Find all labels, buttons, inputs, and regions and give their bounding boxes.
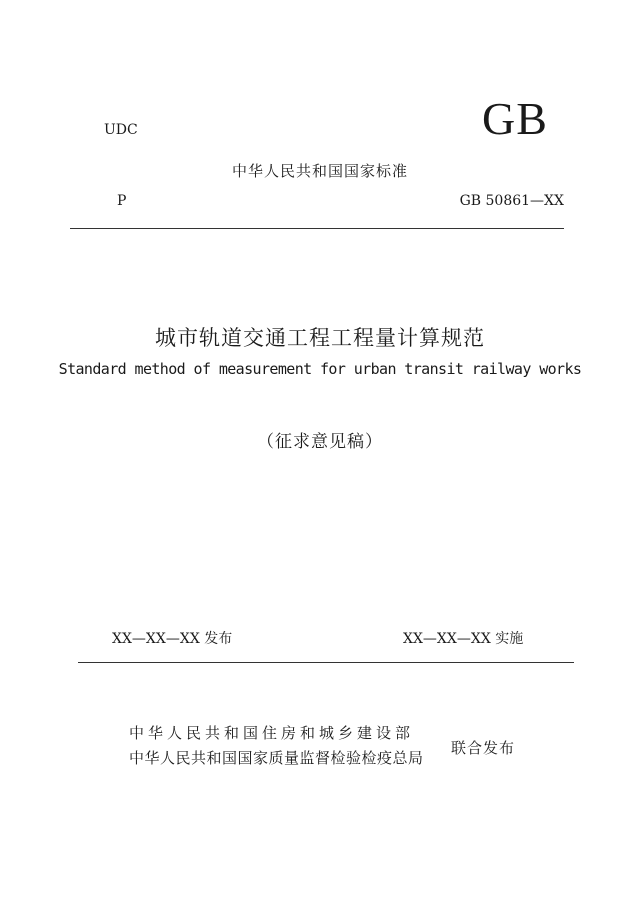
joint-issue-label: 联合发布 bbox=[451, 739, 516, 757]
standard-number: GB 50861—XX bbox=[459, 193, 564, 209]
issue-date: XX—XX—XX 发布 bbox=[112, 631, 233, 647]
document-title-english: Standard method of measurement for urban transit railway works bbox=[58, 360, 582, 378]
classification-code: P bbox=[117, 193, 127, 209]
implementation-date: XX—XX—XX 实施 bbox=[403, 631, 524, 647]
gb-mark: GB bbox=[482, 93, 548, 144]
top-divider bbox=[70, 228, 564, 229]
national-standard-heading: 中华人民共和国国家标准 bbox=[231, 162, 408, 180]
bottom-divider bbox=[78, 662, 574, 663]
udc-label: UDC bbox=[104, 122, 138, 138]
issuer-ministry: 中华人民共和国住房和城乡建设部 bbox=[129, 724, 415, 742]
document-title-chinese: 城市轨道交通工程工程量计算规范 bbox=[155, 326, 485, 350]
draft-status: （征求意见稿） bbox=[257, 432, 383, 452]
issuer-administration: 中华人民共和国国家质量监督检验检疫总局 bbox=[129, 749, 424, 767]
